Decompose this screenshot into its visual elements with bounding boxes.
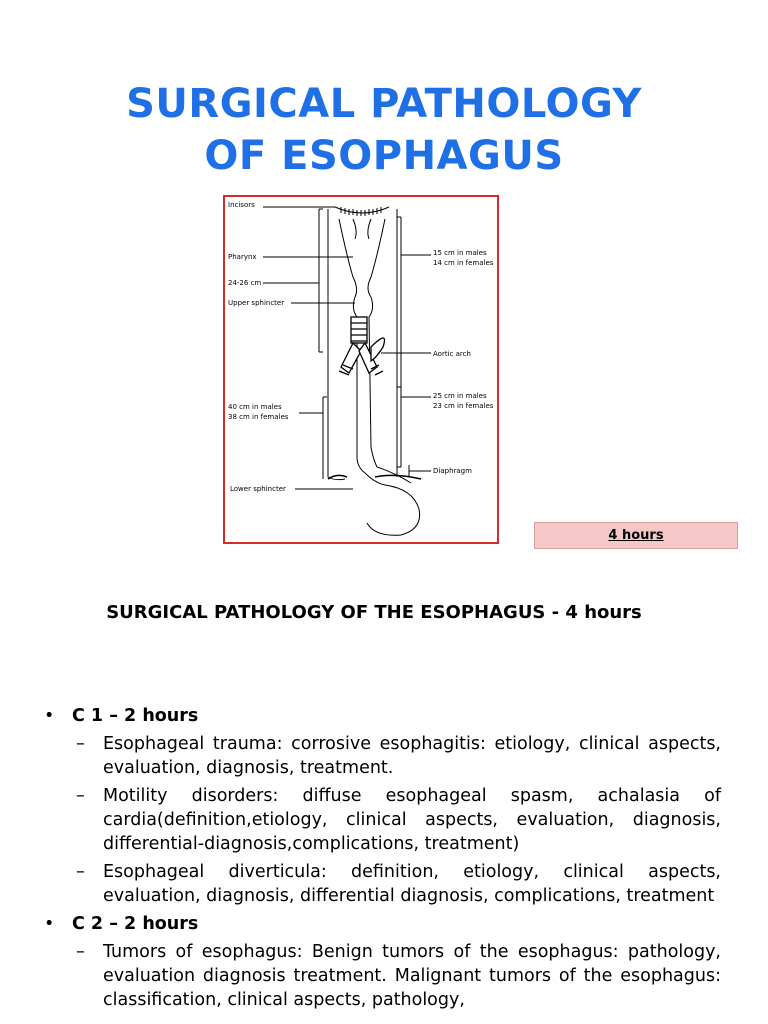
label-24-26-cm: 24-26 cm: [228, 279, 262, 287]
bullet-dot: •: [44, 706, 55, 726]
section-heading-text: C 2 – 2 hours: [72, 914, 199, 934]
list-item-text: Motility disorders: diffuse esophageal spasm, achalasia of cardia(definition,etiology, clinical aspects, evaluation, diagnosis, differential-diagnosis,complications, treatment): [103, 786, 721, 854]
label-diaphragm: Diaphragm: [433, 467, 472, 475]
dash-marker: –: [76, 786, 85, 806]
section-subtitle: SURGICAL PATHOLOGY OF THE ESOPHAGUS - 4 hours: [106, 602, 642, 623]
list-item-text: Esophageal diverticula: definition, etiology, clinical aspects, evaluation, diagnosis, differential diagnosis, complications, treatment: [103, 862, 721, 906]
label-23-cm-females: 23 cm in females: [433, 402, 494, 410]
hours-badge: 4 hours: [534, 522, 738, 549]
dash-marker: –: [76, 942, 85, 962]
dash-marker: –: [76, 862, 85, 882]
leader-lines: [263, 207, 431, 489]
list-item-text: Tumors of esophagus: Benign tumors of the esophagus: pathology, evaluation diagnosis treatment. Malignant tumors of the esophagus: classification, clinical aspects, pathology,: [103, 942, 721, 1010]
list-item: [44, 732, 721, 780]
list-item-text: Esophageal trauma: corrosive esophagitis: etiology, clinical aspects, evaluation, diagnosis, treatment.: [103, 734, 721, 778]
label-aortic-arch: Aortic arch: [433, 350, 471, 358]
section-heading-text: C 1 – 2 hours: [72, 706, 199, 726]
stomach-outline: [365, 473, 420, 535]
dash-marker: –: [76, 734, 85, 754]
aortic-arch-bronchi: [339, 317, 385, 375]
list-item: [44, 860, 721, 908]
title-line-2: OF ESOPHAGUS: [204, 133, 564, 179]
label-incisors: Incisors: [228, 201, 255, 209]
diaphragm-line: [328, 475, 421, 479]
label-pharynx: Pharynx: [228, 253, 257, 261]
esophagus-anatomy-illustration: [225, 197, 497, 542]
label-14-cm-females: 14 cm in females: [433, 259, 494, 267]
pharynx-right-wall: [368, 219, 385, 297]
label-15-cm-males: 15 cm in males: [433, 249, 487, 257]
label-lower-sphincter: Lower sphincter: [230, 485, 286, 493]
pharynx-left-wall: [339, 219, 357, 297]
label-38-cm-females: 38 cm in females: [228, 413, 289, 421]
trachea: [351, 317, 367, 343]
list-item: [44, 940, 721, 1012]
course-outline: [44, 700, 721, 1012]
esophagus-anatomy-diagram: [223, 195, 499, 544]
label-40-cm-males: 40 cm in males: [228, 403, 282, 411]
label-25-cm-males: 25 cm in males: [433, 392, 487, 400]
esophagus-right-wall: [369, 297, 377, 467]
label-upper-sphincter: Upper sphincter: [228, 299, 285, 307]
left-measurement-brackets: [319, 209, 401, 479]
body-outline-left: [328, 209, 345, 480]
list-item: [44, 784, 721, 856]
section-c1-heading: [44, 704, 721, 728]
title-line-1: SURGICAL PATHOLOGY: [126, 81, 642, 127]
section-c2-heading: [44, 912, 721, 936]
pharynx-inner: [353, 219, 371, 239]
page-title: [0, 78, 768, 182]
aortic-arch-shape: [371, 338, 385, 361]
bullet-dot: •: [44, 914, 55, 934]
